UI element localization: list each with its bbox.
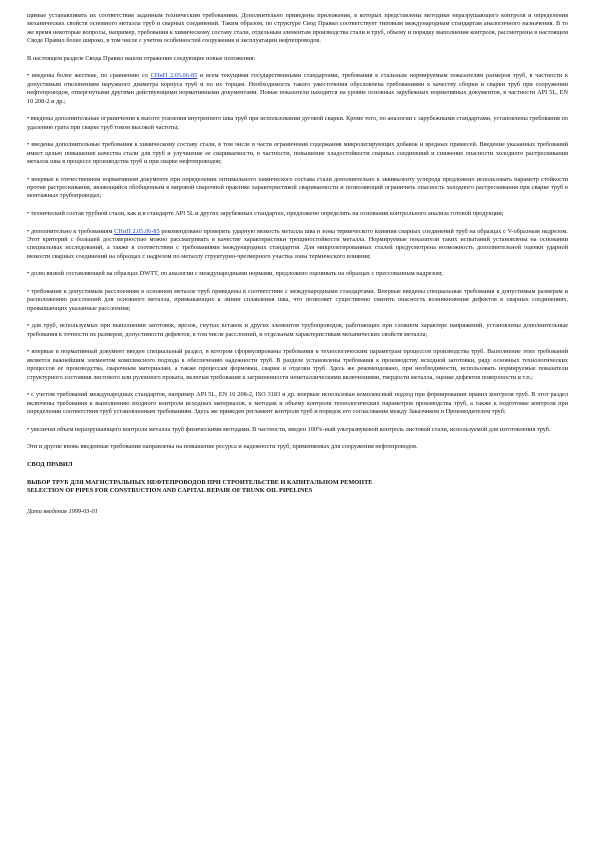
document-code: СВОД ПРАВИЛ: [27, 460, 73, 468]
list-item: • долю вязкой составляющей на образцах DWTT, по аналогии с международными нормами, предложено оценивать на образцах с прессованным надрезом;: [27, 270, 443, 278]
list-item: • впервые в отечественном нормативном документе при определении оптимального химического состава стали дополнительно к эквиваленту углерода предложено использовать параметр стойкости против растрескивания, являющийся обобщенным в мировой сварочной практике характеристикой свариваемости и позволяющий ограничить опасность холодного растрескивания при сварке труб в монтажных трубопроводах;: [27, 175, 568, 200]
list-item: • дополнительно к требованиям СНиП 2.05.06-85 рекомендовано проверять ударную вязкость металла шва и зоны термического влияния сварных соединений труб на образцах с V-образным надрезом. Этот критерий с большей достоверностью можно рассматривать в качестве характеристики трещиностойкости металла. Нормируемые показатели таких испытаний установлены на основании специальных исследований, а также в соответствии с требованиями международных стандартов. Для микролегированных сталей предусмотрена возможность дополнительной оценки ударной вязкости сварных соединений на образцах с надрезом по металлу структурно-чрезмерного участка зоны термического влияния;: [27, 227, 568, 260]
list-item: • впервые в нормативный документ введен специальный раздел, в котором сформулированы требования к технологическим параметрам процессов производства труб. Выполнение этих требований является важнейшим элементом комплексного подхода к обеспечению надежности труб. В разделе установлены требования к производству исходной заготовки, ряду основных технологических процессов ее производства, сварочным материалам, а также процессам формовки, сварки и отделки труб. Здесь же рекомендовано, при необходимости, использовать нормируемые показатели структурного состояния листового или рулонного проката, включая требования к загрязненности неметаллическими включениями, твердости металла, оценке дефектов поверхности и т.п.;: [27, 348, 568, 381]
snip-link[interactable]: СНиП 2.05.06-85: [114, 227, 160, 235]
snip-link[interactable]: СНиП 2.05.06-85: [150, 72, 198, 80]
date-value: 1999-03-01: [66, 507, 98, 515]
list-item: • увеличен объем неразрушающего контроля металла труб физическими методами. В частности, введен 100%-ный ультразвуковой контроль листовой стали, используемой для изготовления труб.: [27, 425, 551, 433]
introduction-date: [27, 508, 568, 516]
list-item: • для труб, используемых при выполнении заготовок, врезок, гнутых вставок и других элементов трубопроводов, работающих при сложном характере напряжений, установлены дополнительные требования к точности их размеров, допустимости дефектов, в том числе расслоений, и отдельным характеристикам механических свойств металла;: [27, 322, 568, 338]
list-item: • введены более жесткие, по сравнению со СНиП 2.05.06-85 и всем текущими государственными стандартами, требования к стальным нормируемым показателям размеров труб, в частности к допустимым отклонениям наружного диаметра корпуса труб и по их торцам. Необходимость такого ужесточения обусловлена требованиями к качеству сборки и сварки труб при сооружении нефтепроводов, отвергнутыми другими действующими нормативными документами. Новые показатели находятся на уровне основных зарубежных нормативных документов, в частности API 5L, EN 10 208-2 и др.;: [27, 72, 568, 105]
list-item: • требования к допустимым расслоениям в основном металле труб приведены в соответствие с международными стандартами. Впервые введены специальные требования к допустимым размерам и расположению расслоений для основного металла, примыкающих к линии сплавления шва, что позволяет существенно снизить опасность возникновения дефектов в сварных соединениях, превышающих указанные расслоения;: [27, 288, 568, 312]
list-intro-paragraph: В настоящем разделе Свода Правил нашли отражение следующие новые положения:: [27, 54, 256, 62]
intro-paragraph: щимые устанавливать их соответствия заданным техническим требованиям. Дополнительно приведены приложения, в которых представлены методики неразрушающего контроля и определения механических свойств основного металла труб и сварных соединений. Таким образом, по структуре Свод Правил соответствует типовым международным стандартам аналогичного назначения. В то же время некоторые вопросы, например, требования к химическому составу стали, отдельным элементам производства стали и труб, объему и порядку выполнения контроля, рассмотрены в настоящем Своде Правил более широко, в том числе с учетом особенностей сооружения и эксплуатации нефтепроводов.: [27, 12, 568, 45]
list-item: • введены дополнительные ограничения к высоте усиления внутреннего шва труб при использовании дуговой сварки. Кроме того, по аналогии с зарубежными стандартами, установлены требования по удалению грата при сварке труб током высокой частоты;: [27, 115, 568, 131]
list-item: • технический состав трубной стали, как и в стандарте API 5L и других зарубежных стандартах, предложено определять на основании контрольного анализа готовой продукции;: [27, 210, 504, 218]
document-title-en: SELECTION OF PIPES FOR CONSTRUCTION AND CAPITAL REPAIR OF TRUNK OIL PIPELINES: [27, 487, 313, 495]
closing-paragraph: Эти и другие вновь введенные требования направлены на повышение ресурса и надежности труб, применяемых для сооружения нефтепроводов.: [27, 443, 418, 451]
list-item: • введены дополнительные требования к химическому составу стали, в том числе в части ограничения содержания микролегирующих добавок и вредных примесей. Введение указанных требований имеет целью повышение качества стали для труб и улучшение ее свариваемости, в частности, повышение хладостойкости сварных соединений и снижение опасности холодного растрескивания металла шва в процессе производства труб и при сварке нефтепроводов;: [27, 141, 568, 166]
document-page: [27, 12, 568, 516]
date-label: Дата введения: [27, 507, 67, 515]
list-item: • с учетом требований международных стандартов, например API 5L, EN 10 208-2, ISO 3183 и др. впервые использован комплексный подход при формировании правил контроля труб. В этот раздел включены требования к выполнению входного контроля исходных материалов, к методам и объему контроля технологических параметров производства труб, а также к подготовке контроля при определении соответствия труб установленным требованиям. Здесь же приведен регламент контроля труб и порядок его согласования между Заказчиком и Производителем труб;: [27, 391, 568, 416]
document-title-ru: ВЫБОР ТРУБ ДЛЯ МАГИСТРАЛЬНЫХ НЕФТЕПРОВОДОВ ПРИ СТРОИТЕЛЬСТВЕ И КАПИТАЛЬНОМ РЕМОНТЕ: [27, 478, 373, 486]
